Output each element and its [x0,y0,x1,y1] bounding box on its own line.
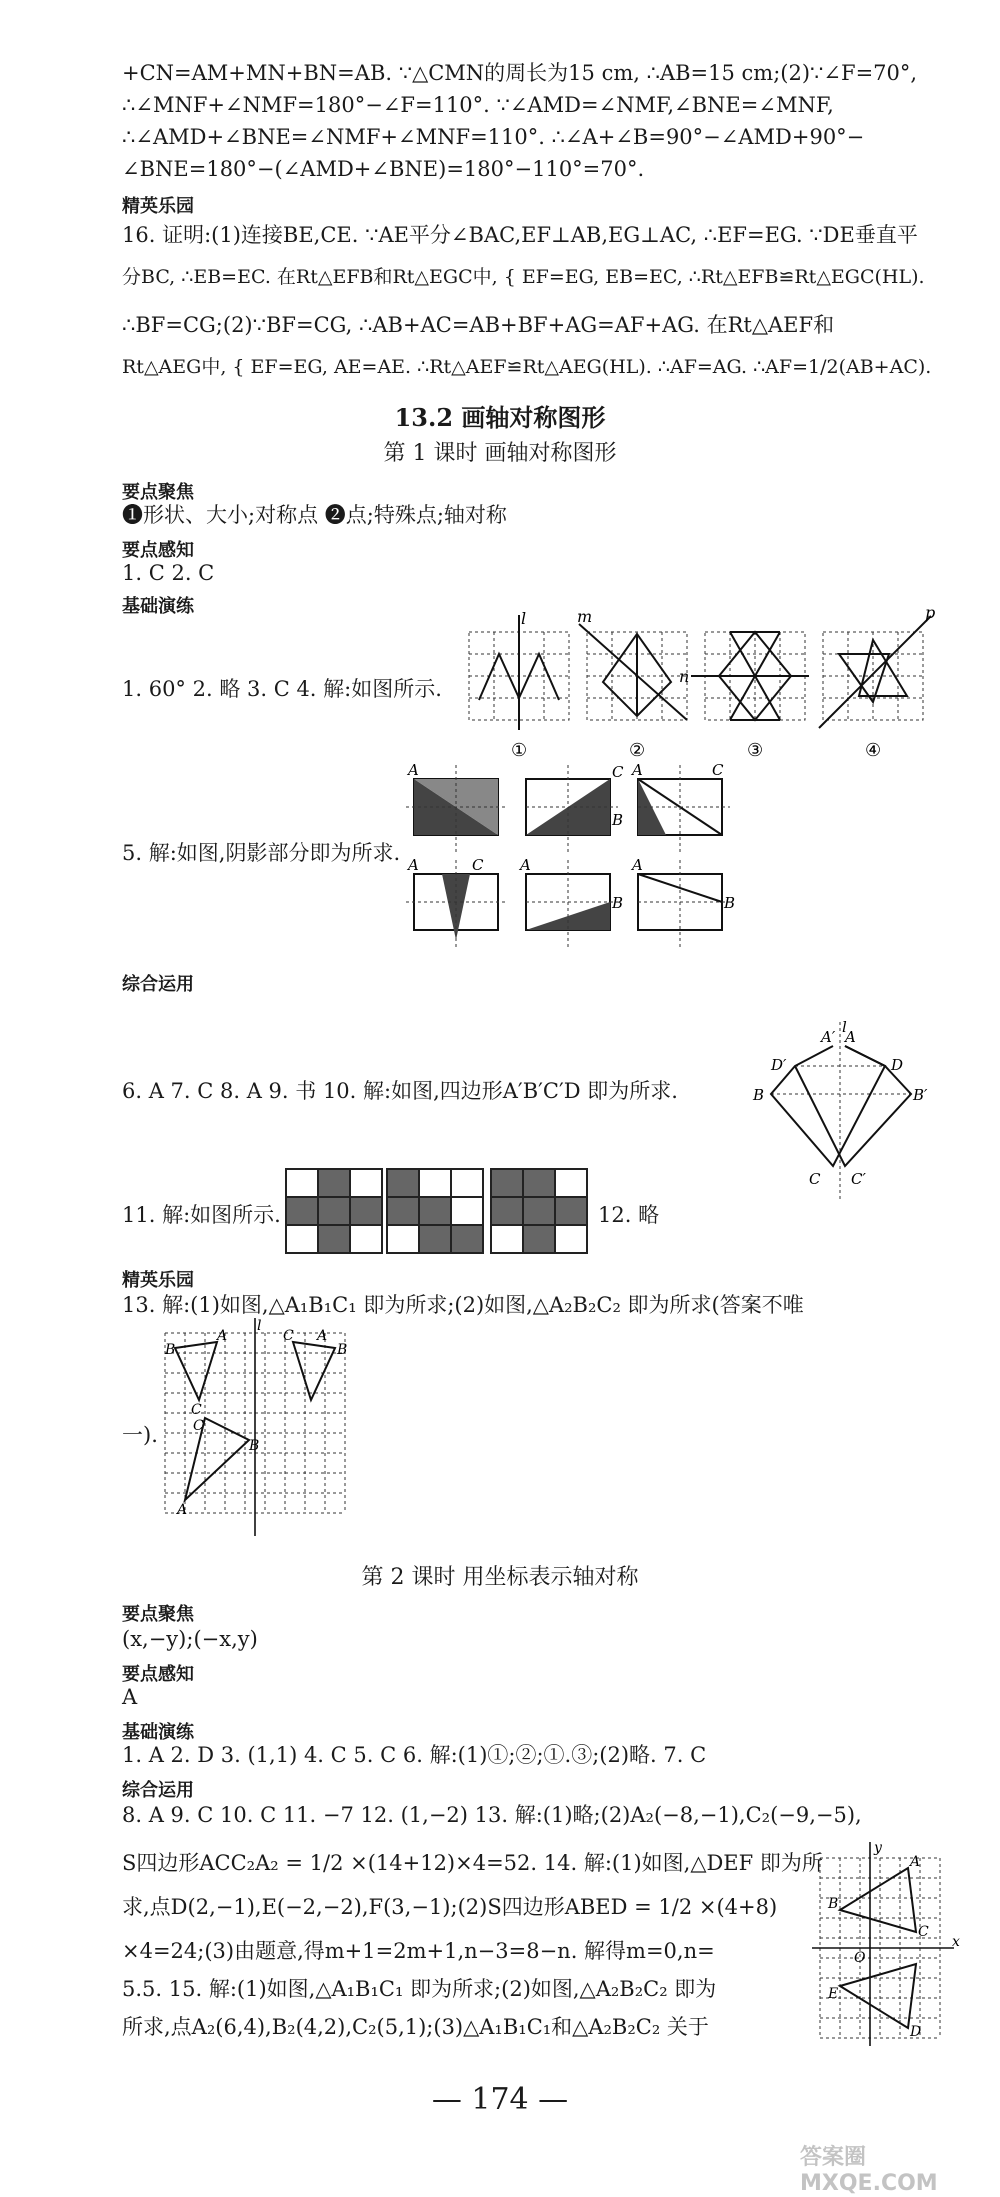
svg-text:A: A [632,761,643,779]
svg-text:C: C [193,1418,204,1434]
svg-text:C: C [612,763,624,781]
figure-number: ② [629,740,646,761]
page-number: — 174 — [431,2082,569,2117]
svg-text:x: x [952,1934,960,1950]
text-line: 1. A 2. D 3. (1,1) 4. C 5. C 6. 解:(1)①;②;①.③;(2)略. 7. C [122,1743,707,1767]
svg-text:A: A [910,1854,921,1870]
text-line: 1. C 2. C [122,561,215,585]
q4-figures [465,603,936,761]
svg-text:D: D [891,1056,904,1074]
svg-text:A: A [408,761,419,779]
axis-label: m [577,607,593,626]
section-heading: 要点感知 [122,1664,194,1685]
text-line: 分BC, ∴EB=EC. 在Rt△EFB和Rt△EGC中, { EF=EG, EB=EC, ∴Rt△EFB≌Rt△EGC(HL). [122,266,925,288]
text-line: ∴∠AMD+∠BNE=∠NMF+∠MNF=110°. ∴∠A+∠B=90°−∠AMD+90°− [122,125,865,149]
text-line: 6. A 7. C 8. A 9. 书 10. 解:如图,四边形A′B′C′D 即为所求. [122,1079,678,1103]
section-heading: 要点聚焦 [122,1604,194,1625]
axis-label: n [679,667,690,686]
q11-square [490,1168,588,1254]
svg-text:l: l [842,1018,847,1036]
svg-text:C: C [191,1402,202,1418]
svg-text:E: E [828,1986,839,2002]
svg-text:A: A [845,1028,856,1046]
lesson-title: 第 1 课时 画轴对称图形 [383,441,617,466]
svg-text:A′: A′ [821,1028,836,1046]
q5-fig [406,856,506,950]
svg-text:A: A [317,1328,328,1344]
svg-text:C: C [472,856,484,874]
text-line: Rt△AEG中, { EF=EG, AE=AE. ∴Rt△AEF≌Rt△AEG(HL). ∴AF=AG. ∴AF=1/2(AB+AC). [122,356,932,378]
svg-text:A: A [520,856,531,874]
section-heading: 精英乐园 [122,1270,194,1291]
svg-text:B: B [753,1086,765,1104]
text-line: 5. 解:如图,阴影部分即为所求. [122,841,401,865]
section-heading: 精英乐园 [122,196,194,217]
q11-square [386,1168,484,1254]
svg-text:A: A [408,856,419,874]
q11-square [285,1168,383,1254]
section-heading: 基础演练 [122,1722,194,1743]
svg-text:B: B [337,1342,348,1358]
svg-text:D: D [910,2024,922,2040]
text-line: (x,−y);(−x,y) [122,1627,258,1651]
svg-text:B′: B′ [913,1086,928,1104]
q5-fig [518,856,623,950]
text-line: ❶形状、大小;对称点 ❷点;特殊点;轴对称 [122,503,507,527]
svg-text:C: C [283,1328,294,1344]
svg-text:B: B [612,811,624,829]
section-heading: 综合运用 [122,1780,194,1801]
axis-label: p [925,603,936,622]
text-line: ∴BF=CG;(2)∵BF=CG, ∴AB+AC=AB+BF+AG=AF+AG. 在Rt△AEF和 [122,313,835,337]
text-line: 11. 解:如图所示. [122,1203,281,1227]
svg-text:B: B [724,894,736,912]
text-line: 5.5. 15. 解:(1)如图,△A₁B₁C₁ 即为所求;(2)如图,△A₂B₂C₂ 即为 [122,1977,717,2001]
text-line: 13. 解:(1)如图,△A₁B₁C₁ 即为所求;(2)如图,△A₂B₂C₂ 即为所求(答案不唯 [122,1293,804,1317]
svg-text:A: A [217,1328,228,1344]
section-heading: 要点感知 [122,540,194,561]
section-heading: 基础演练 [122,596,194,617]
figure-number: ③ [747,740,764,761]
text-line: 16. 证明:(1)连接BE,CE. ∵AE平分∠BAC,EF⊥AB,EG⊥AC, ∴EF=EG. ∵DE垂直平 [122,223,918,247]
figure-3 [679,632,809,761]
text-line: 所求,点A₂(6,4),B₂(4,2),C₂(5,1);(3)△A₁B₁C₁和△A₂B₂C₂ 关于 [122,2015,709,2039]
text-line: +CN=AM+MN+BN=AB. ∵△CMN的周长为15 cm, ∴AB=15 cm;(2)∵∠F=70°, [122,61,918,85]
axis-label: l [521,609,527,628]
text-line: 求,点D(2,−1),E(−2,−2),F(3,−1);(2)S四边形ABED = 1/2 ×(4+8) [122,1895,778,1919]
q14-figure [812,1838,962,2048]
text-line: 1. 60° 2. 略 3. C 4. 解:如图所示. [122,677,442,701]
section-title: 13.2 画轴对称图形 [394,403,606,432]
svg-text:O: O [854,1950,866,1966]
text-line: ∴∠MNF+∠NMF=180°−∠F=110°. ∵∠AMD=∠NMF,∠BNE=∠MNF, [122,93,834,117]
figure-4 [819,603,935,761]
svg-text:A: A [632,856,643,874]
svg-text:B: B [249,1438,260,1454]
svg-text:C: C [712,761,724,779]
svg-text:y: y [874,1840,882,1856]
text-line: 12. 略 [598,1203,660,1227]
svg-text:A: A [177,1502,188,1518]
lesson-title: 第 2 课时 用坐标表示轴对称 [361,1565,639,1590]
text-line: S四边形ACC₂A₂ = 1/2 ×(14+12)×4=52. 14. 解:(1)如图,△DEF 即为所 [122,1851,823,1875]
svg-text:D′: D′ [771,1056,787,1074]
text-line: 一). [122,1423,158,1447]
svg-text:C: C [918,1924,929,1940]
svg-text:C′: C′ [851,1170,866,1188]
section-heading: 要点聚焦 [122,482,194,503]
text-line: 8. A 9. C 10. C 11. −7 12. (1,−2) 13. 解:(1)略;(2)A₂(−8,−1),C₂(−9,−5), [122,1803,862,1827]
figure-1 [469,609,569,761]
figure-2 [577,607,690,761]
svg-text:C: C [809,1170,821,1188]
q10-figure [745,1020,945,1205]
figure-number: ④ [865,740,882,761]
svg-text:B: B [165,1342,176,1358]
text-line: ∠BNE=180°−(∠AMD+∠BNE)=180°−110°=70°. [122,157,645,181]
svg-text:B: B [828,1896,839,1912]
watermark: 答案圈 MXQE.COM [800,2145,938,2196]
section-heading: 综合运用 [122,974,194,995]
text-line: A [122,1685,138,1709]
text-line: ×4=24;(3)由题意,得m+1=2m+1,n−3=8−n. 解得m=0,n= [122,1939,715,1963]
svg-text:l: l [257,1318,262,1334]
figure-number: ① [511,740,528,761]
svg-text:B: B [612,894,624,912]
q5-fig [630,856,735,950]
